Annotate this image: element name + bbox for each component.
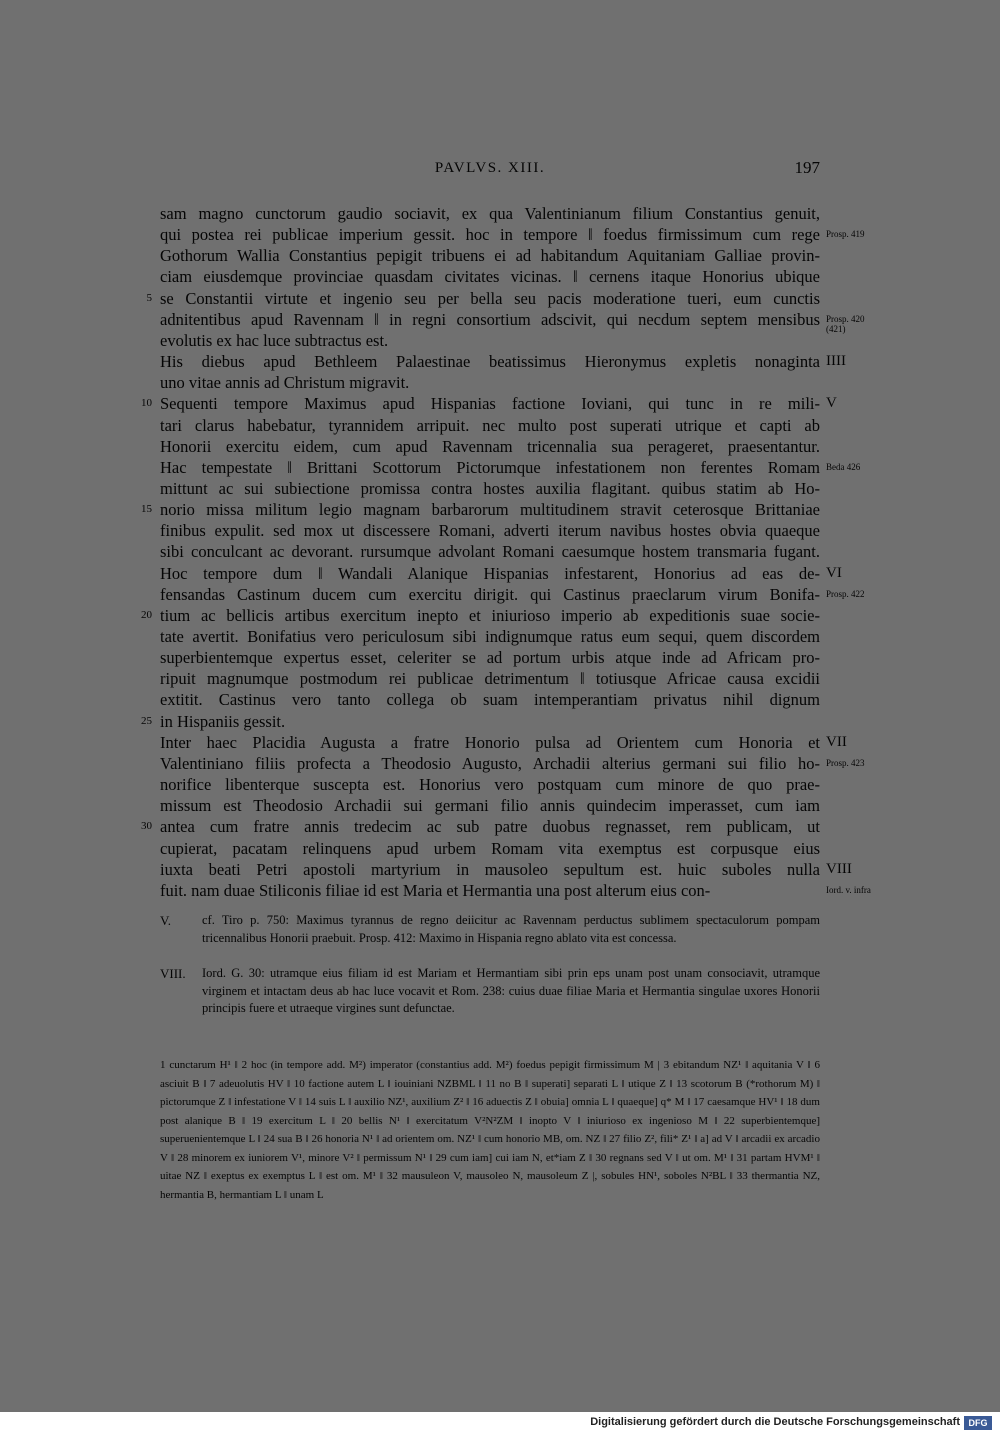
- text-line: ciam eiusdemque provinciae quasdam civitates vicinas. ‖ cernens itaque Honorius ubique: [160, 267, 820, 287]
- text-line: norio missa militum legio magnam barbarorum multitudinem stravit ceterosque Brittaniae: [160, 500, 820, 520]
- footer-bar: [0, 1412, 1000, 1434]
- line-number: 10: [141, 397, 152, 410]
- text-line: iuxta beati Petri apostoli martyrium in mausoleo sepultum est. huic suboles nulla: [160, 859, 820, 879]
- margin-note: V: [826, 395, 837, 412]
- text-line: ripuit magnumque postmodum rei publicae detrimentum ‖ totiusque Africae causa excidii: [160, 669, 820, 689]
- text-line: fensandas Castinum ducem cum exercitu dirigit. qui Castinus praeclarum virum Bonifa-: [160, 584, 820, 604]
- text-line: tate avertit. Bonifatius vero periculosum sibi indignumque ratus eum sequi, quem discordem: [160, 627, 820, 646]
- text-line: sibi conculcant ac devorant. rursumque advolant Romani caesumque hostem transmaria fugant.: [160, 542, 820, 562]
- text-line: Honorii exercitu eidem, cum apud Ravennam tricennalia sua perageret, praesentantur.: [160, 436, 820, 456]
- text-line: antea cum fratre annis tredecim ac sub patre duobus regnasset, rem publicam, ut: [160, 817, 820, 837]
- text-line: cupierat, pacatam relinquens apud urbem Romam vita exemptus est corpusque eius: [160, 838, 820, 858]
- text-line: evolutis ex hac luce subtractus est.: [160, 330, 389, 350]
- text-line: superbientemque expertus esset, celeriter se ad portum urbis atque inde ad Africam pro-: [160, 648, 820, 668]
- line-number: 5: [146, 291, 152, 304]
- text-line: Hac tempestate ‖ Brittani Scottorum Pictorumque infestationem non ferentes Romam: [160, 457, 820, 477]
- margin-note: Prosp. 419: [826, 229, 865, 240]
- note-text: cf. Tiro p. 750: Maximus tyrannus de regno deiicitur ac Ravennam perductus sublimem spectaculorum pompam tricennalibus Honorii praebuit. Prosp. 412: Maximo in Hispania regno ablato vita est concessa.: [202, 913, 820, 945]
- critical-apparatus: 1 cunctarum H¹ ‖ 2 hoc (in tempore add. M²) imperator (constantius add. M²) foedus pepigit firmissimum M | 3 ebitandum NZ¹ ‖ aquitania V ‖ 6 asciuit B ‖ 7 adeuolutis HV ‖ 10 factione autem L ‖ iouiniani NZBML ‖ 11 no B ‖ superati] separati L ‖ utique Z ‖ 13 scotorum B (*rothorum M) ‖ pictorumque Z ‖ infestatione V ‖ 14 suis L ‖ auxilio NZ¹, auxilium Z² ‖ 16 aduectis Z ‖ obuia] omnia L ‖ quaeque] q* M ‖ 17 caesamque HV¹ ‖ 18 dum post alanique B ‖ 19 exercitum L ‖ 20 bellis N¹ ‖ exercitatum V²N²ZM ‖ inopto V ‖ iniurioso ex ingenioso M ‖ 22 superbientemque] superuenientemque L ‖ 24 sua B ‖ 26 honoria N¹ ‖ ad orientem om. NZ¹ ‖ cum honorio MB, om. NZ ‖ 27 filio Z², fili* Z¹ ‖ a] ad V ‖ arcadii ex arcadio V ‖ 28 minorem ex iuniorem V¹, minore V² ‖ permissum N¹ ‖ 29 cum iam] cui iam N, et*iam Z ‖ 30 regnans sed V ‖ ut om. M¹ ‖ 31 partam HVM¹ ‖ uitae NZ ‖ exeptus ex exemptus L ‖ est om. M¹ ‖ 32 mausuleon V, mausoleo N, mausoleum Z |, sobules HN¹, soboles N²BL ‖ 33 thermantia NZ, hermantia B, hermantiam L ‖ unam L: [160, 1059, 820, 1201]
- running-title: PAVLVS. XIII.: [434, 160, 546, 176]
- text-line: fuit. nam duae Stiliconis filiae id est Maria et Hermantia una post alterum eius con-: [160, 880, 711, 900]
- text-line: mittunt ac sui subiectione promissa contra hostes auxilia flagitant. quibus statim ab Ho-: [160, 478, 820, 498]
- note-text: Iord. G. 30: utramque eius filiam id est Mariam et Hermantiam sibi prin eps unam post unam consociavit, utramque virginem et intactam deus ab hac luce vocavit et Rom. 238: cuius duae filiae Maria et Hermantia singulae uxores Honorii principis fuere et utraeque virgines sunt defunctae.: [202, 966, 820, 1015]
- text-line: missum est Theodosio Archadii sui germani filio annis quindecim imperasset, cum iam: [160, 796, 820, 816]
- margin-note: Prosp. 423: [826, 757, 865, 768]
- line-number: 20: [141, 608, 152, 621]
- text-line: Gothorum Wallia Constantius pepigit tribuens ei ad habitandum Aquitaniam Galliae provin-: [160, 246, 820, 266]
- text-line: tari clarus habebatur, tyrannidem arripuit. nec multo post superati utrique et capti ab: [160, 415, 820, 435]
- line-number: 15: [141, 503, 152, 516]
- margin-note: VII: [826, 733, 847, 750]
- dfg-logo: DFG: [964, 1416, 992, 1430]
- text-line: se Constantii virtute et ingenio seu per bella seu pacis moderatione tueri, eum cunctis: [160, 288, 820, 308]
- text-line: in Hispaniis gessit.: [160, 711, 286, 731]
- note-sigil: V.: [160, 913, 171, 928]
- footer-credit: Digitalisierung gefördert durch die Deutsche Forschungsgemeinschaft: [590, 1416, 960, 1428]
- text-line: adnitentibus apud Ravennam ‖ in regni consortium adscivit, qui necdum septem mensibus: [160, 309, 820, 329]
- text-line: qui postea rei publicae imperium gessit. hoc in tempore ‖ foedus firmissimum cum rege: [160, 225, 820, 245]
- line-number: 25: [141, 714, 152, 727]
- margin-note: Prosp. 422: [826, 588, 865, 599]
- text-line: His diebus apud Bethleem Palaestinae beatissimus Hieronymus expletis nonaginta: [160, 352, 820, 372]
- text-line: sam magno cunctorum gaudio sociavit, ex qua Valentinianum filium Constantius genuit,: [160, 204, 820, 223]
- text-line: finibus expulit. sed mox ut discessere Romani, adverti iterum navibus hostes obvia quaeque: [160, 521, 820, 541]
- margin-note: (421): [826, 324, 846, 335]
- margin-note: Iord. v. infra: [826, 884, 871, 895]
- text-line: tium ac bellicis artibus exercitum inepto et iniurioso imperio ab expeditionis suae socie-: [160, 605, 820, 625]
- text-line: Sequenti tempore Maximus apud Hispanias factione Ioviani, qui tunc in re mili-: [160, 394, 820, 414]
- margin-note: VIII: [826, 860, 852, 877]
- text-line: uno vitae annis ad Christum migravit.: [160, 373, 410, 393]
- margin-note: VI: [826, 564, 842, 581]
- page-number: 197: [794, 158, 820, 177]
- running-header: [160, 160, 820, 182]
- text-line: Valentiniano filiis profecta a Theodosio Augusto, Archadii alterius germani sui filio ho-: [160, 753, 820, 773]
- line-number: 30: [141, 820, 152, 833]
- margin-note: Prosp. 420: [826, 313, 865, 324]
- note-sigil: VIII.: [160, 966, 186, 981]
- text-line: extitit. Castinus vero tanto collega ob suam intemperantiam privatus nihil dignum: [160, 690, 820, 710]
- text-line: Inter haec Placidia Augusta a fratre Honorio pulsa ad Orientem cum Honoria et: [160, 732, 820, 752]
- margin-note: Beda 426: [826, 461, 861, 472]
- text-line: Hoc tempore dum ‖ Wandali Alanique Hispanias infestarent, Honorius ad eas de-: [160, 563, 820, 583]
- text-line: norifice libenterque suscepta est. Honorius vero postquam cum minore de quo prae-: [160, 775, 820, 795]
- margin-note: IIII: [826, 353, 846, 370]
